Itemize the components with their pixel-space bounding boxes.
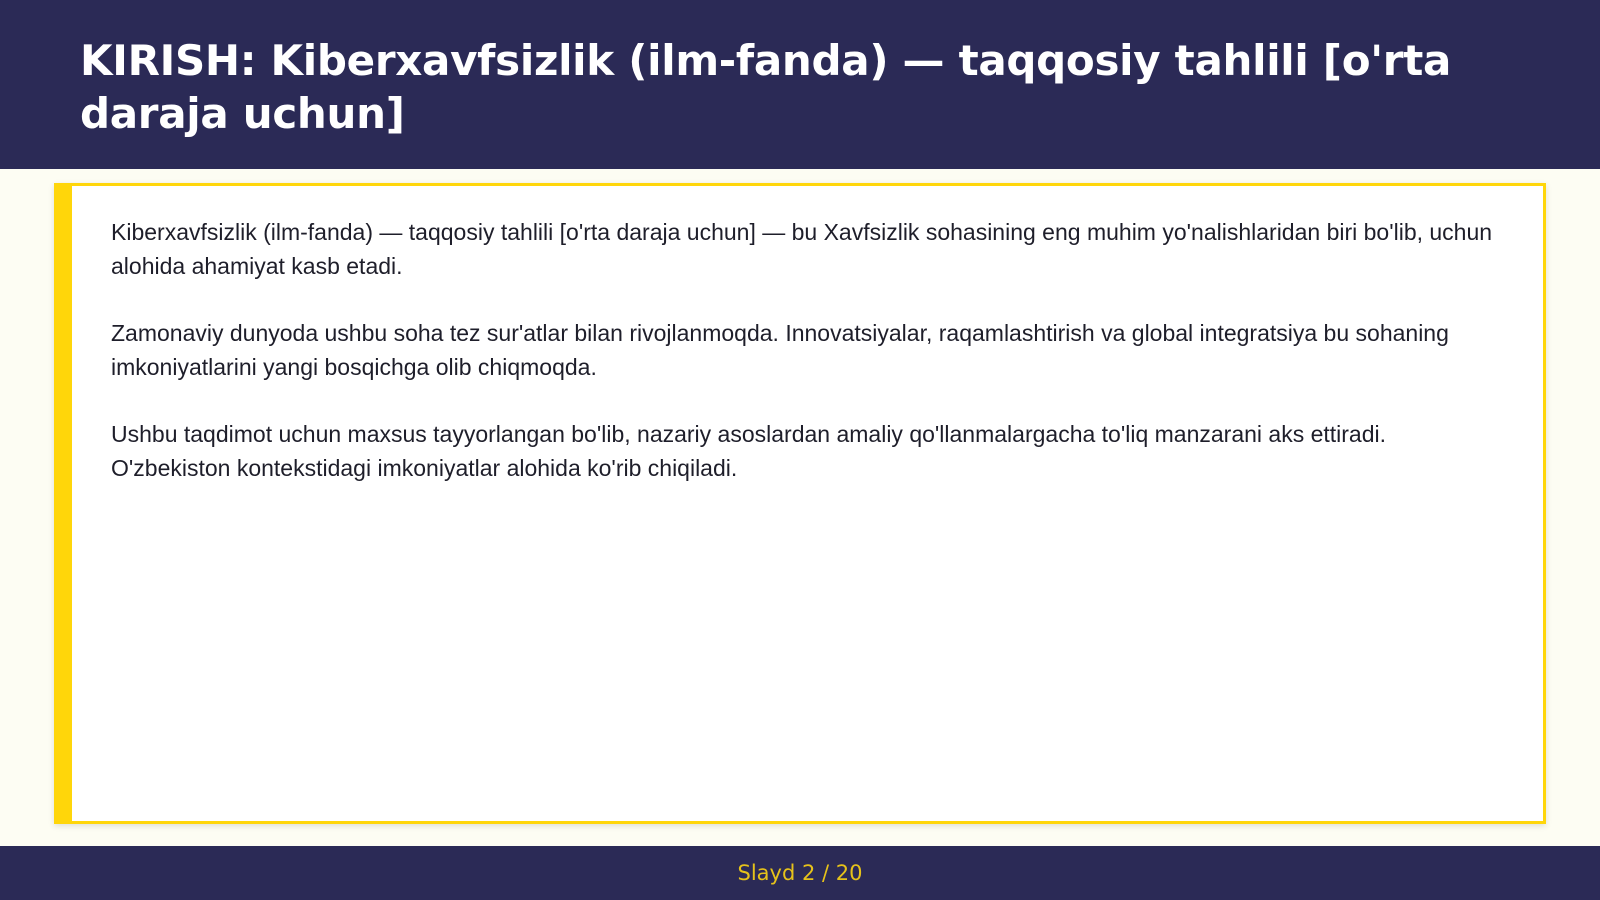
- paragraph-modern-world: Zamonaviy dunyoda ushbu soha tez sur'atlar bilan rivojlanmoqda. Innovatsiyalar, raqamlashtirish va global integratsiya bu sohaning imkoniyatlarini yangi bosqichga olib chiqmoqda.: [111, 320, 1449, 380]
- paragraph-intro: Kiberxavfsizlik (ilm-fanda) — taqqosiy tahlili [o'rta daraja uchun] — bu Xavfsizlik sohasining eng muhim yo'nalishlaridan biri bo'lib, uchun alohida ahamiyat kasb etadi.: [111, 219, 1493, 279]
- content-body: [111, 215, 1503, 518]
- slide-header: [0, 0, 1600, 169]
- slide-footer: [0, 846, 1600, 900]
- paragraph-presentation-purpose: Ushbu taqdimot uchun maxsus tayyorlangan bo'lib, nazariy asoslardan amaliy qo'llanmalargacha to'liq manzarani aks ettiradi. O'zbekiston kontekstidagi imkoniyatlar alohida ko'rib chiqiladi.: [111, 421, 1387, 481]
- content-card: [54, 183, 1546, 824]
- slide-counter: Slayd 2 / 20: [737, 861, 863, 885]
- slide-title: KIRISH: Kiberxavfsizlik (ilm-fanda) — taqqosiy tahlili [o'rta daraja uchun]: [80, 36, 1452, 138]
